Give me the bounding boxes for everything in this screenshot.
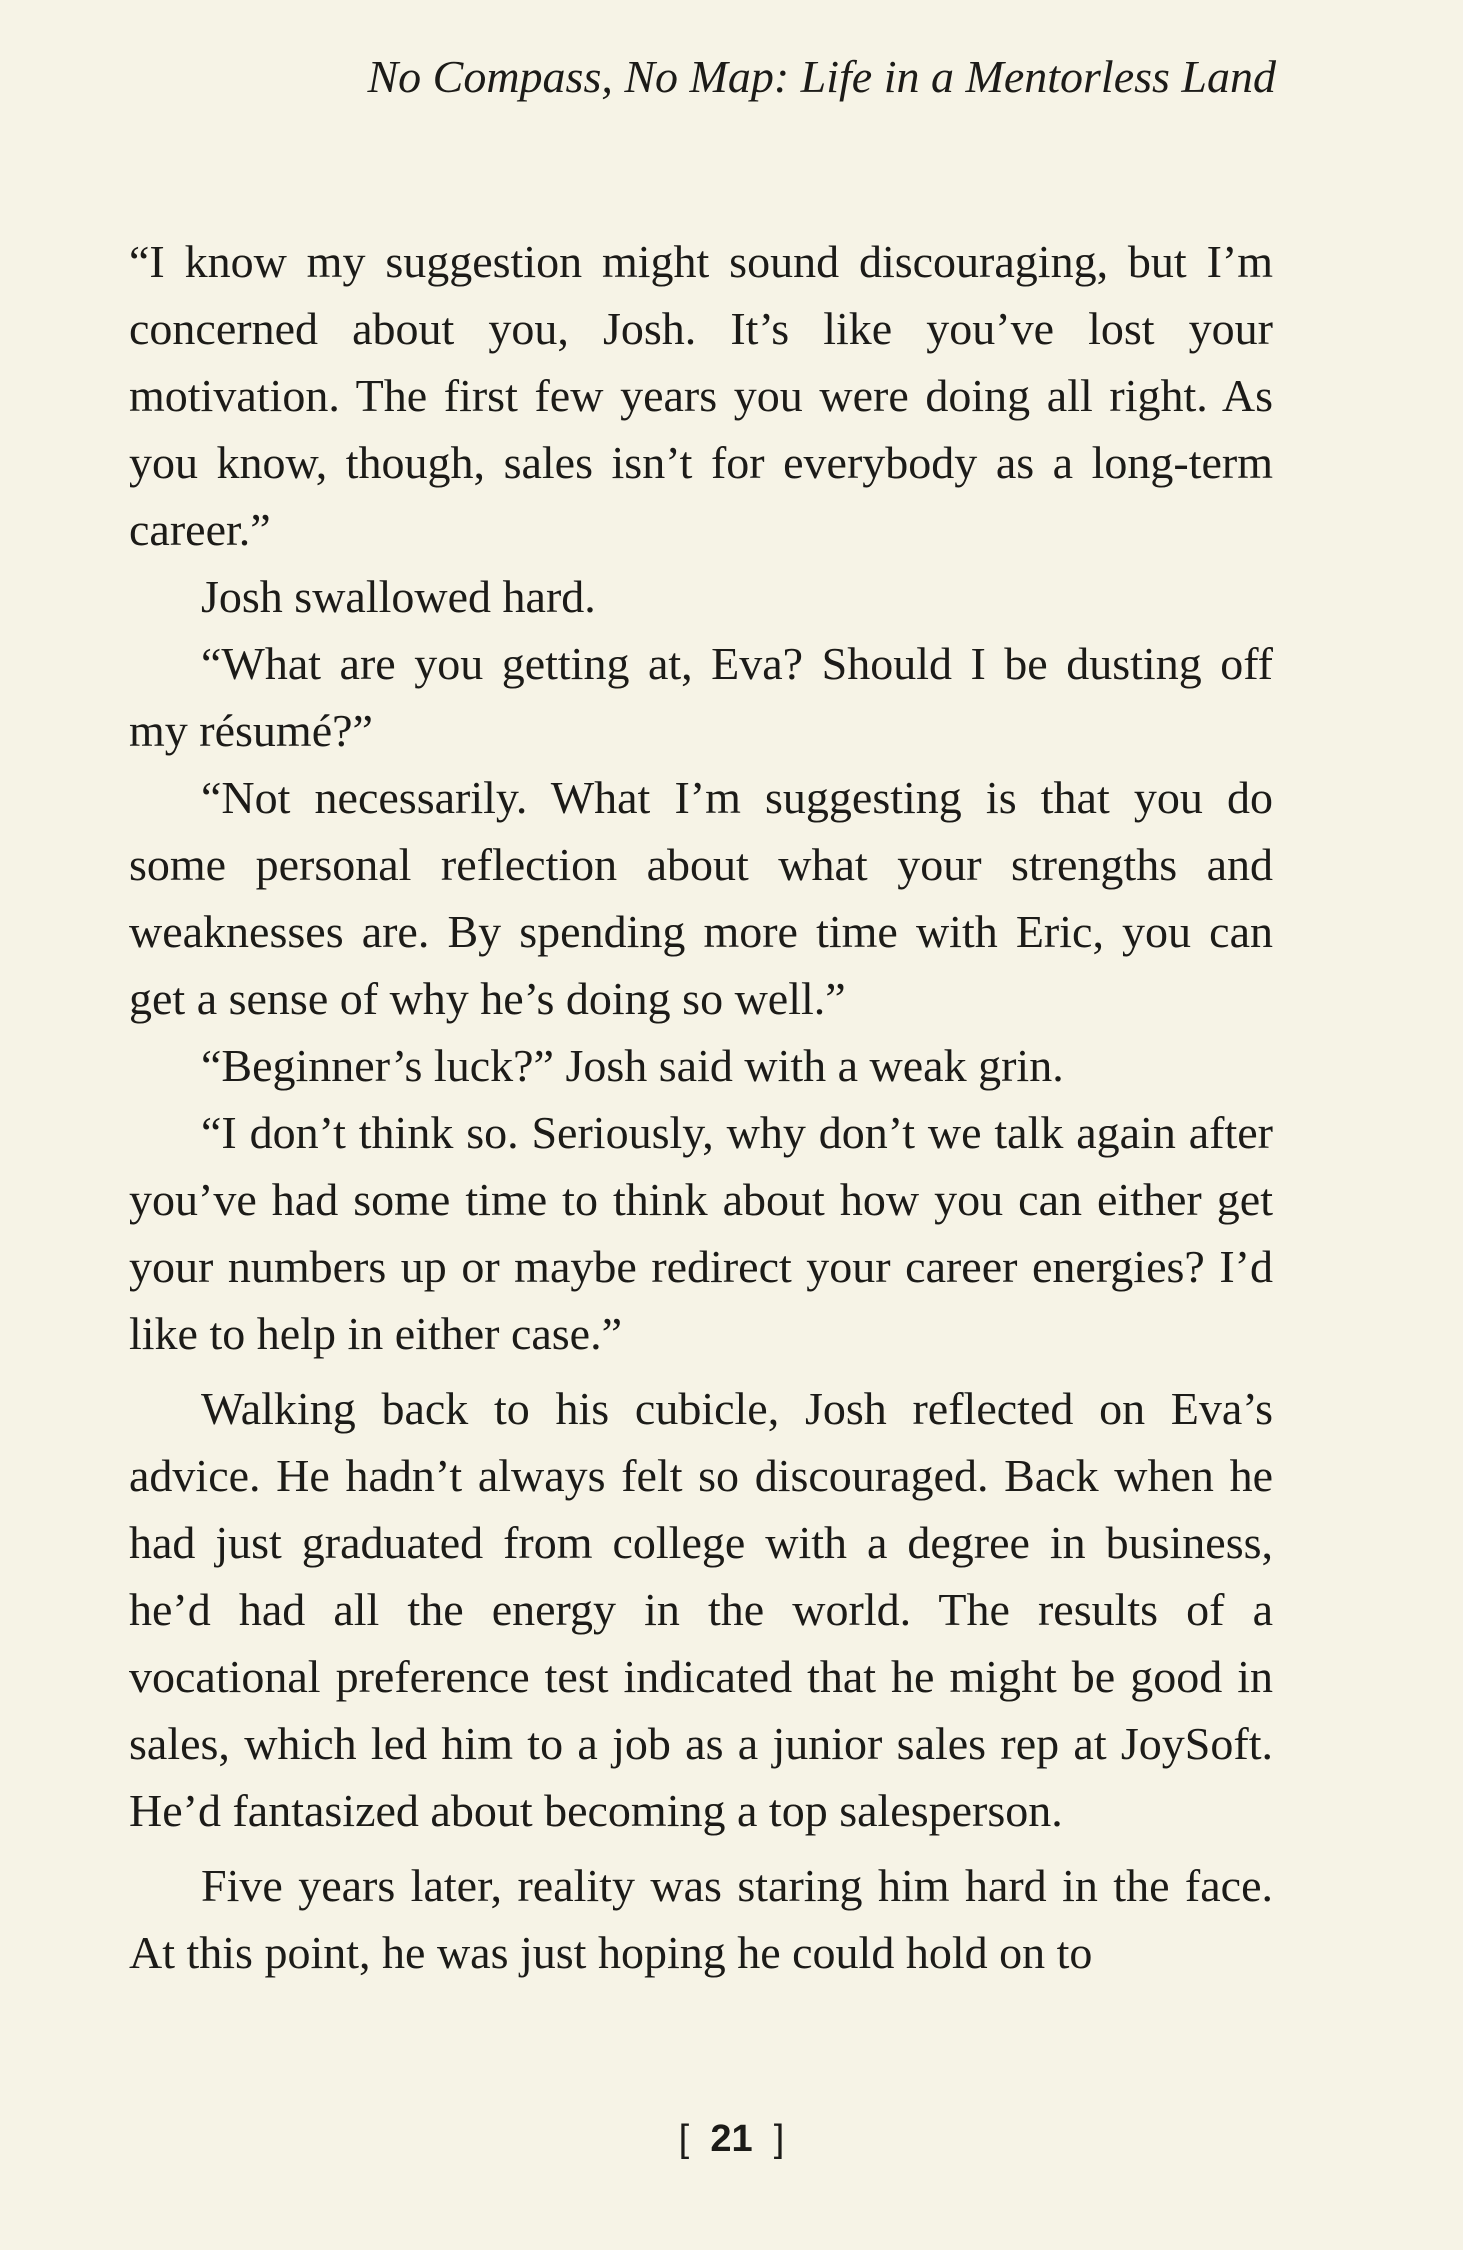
paragraph: Josh swallowed hard. xyxy=(201,571,596,622)
paragraph: Five years later, reality was staring him hard in the face. At this point, he was just hoping he could hold on to xyxy=(129,1860,1273,1978)
paragraph: “What are you getting at, Eva? Should I be dusting off my résumé?” xyxy=(129,638,1273,756)
paragraph: Walking back to his cubicle, Josh reflected on Eva’s advice. He hadn’t always felt so discouraged. Back when he had just graduated from college with a degree in business, he’d had all the energy in the world. The results of a vocational preference test indicated that he might be good in sales, which led him to a job as a junior sales rep at JoySoft. He’d fantasized about becoming a top salesperson. xyxy=(129,1383,1273,1836)
paragraph: “I don’t think so. Seriously, why don’t we talk again after you’ve had some time to think about how you can either get your numbers up or maybe redirect your career energies? I’d like to help in either case.” xyxy=(129,1107,1273,1359)
paragraph: “I know my suggestion might sound discouraging, but I’m concerned about you, Josh. It’s like you’ve lost your motivation. The first few years you were doing all right. As you know, though, sales isn’t for everybody as a long-term career.” xyxy=(129,236,1273,555)
paragraph: “Not necessarily. What I’m suggesting is that you do some personal reflection about what your strengths and weaknesses are. By spending more time with Eric, you can get a sense of why he’s doing so well.” xyxy=(129,772,1273,1024)
running-head: No Compass, No Map: Life in a Mentorless Land xyxy=(367,51,1276,102)
folio-open-bracket: [ xyxy=(678,2118,690,2160)
page-number xyxy=(0,2118,1463,2161)
paragraph: “Beginner’s luck?” Josh said with a weak grin. xyxy=(201,1040,1064,1091)
folio-close-bracket: ] xyxy=(773,2118,785,2160)
body-text xyxy=(129,228,1273,1986)
folio-number: 21 xyxy=(710,2118,753,2160)
